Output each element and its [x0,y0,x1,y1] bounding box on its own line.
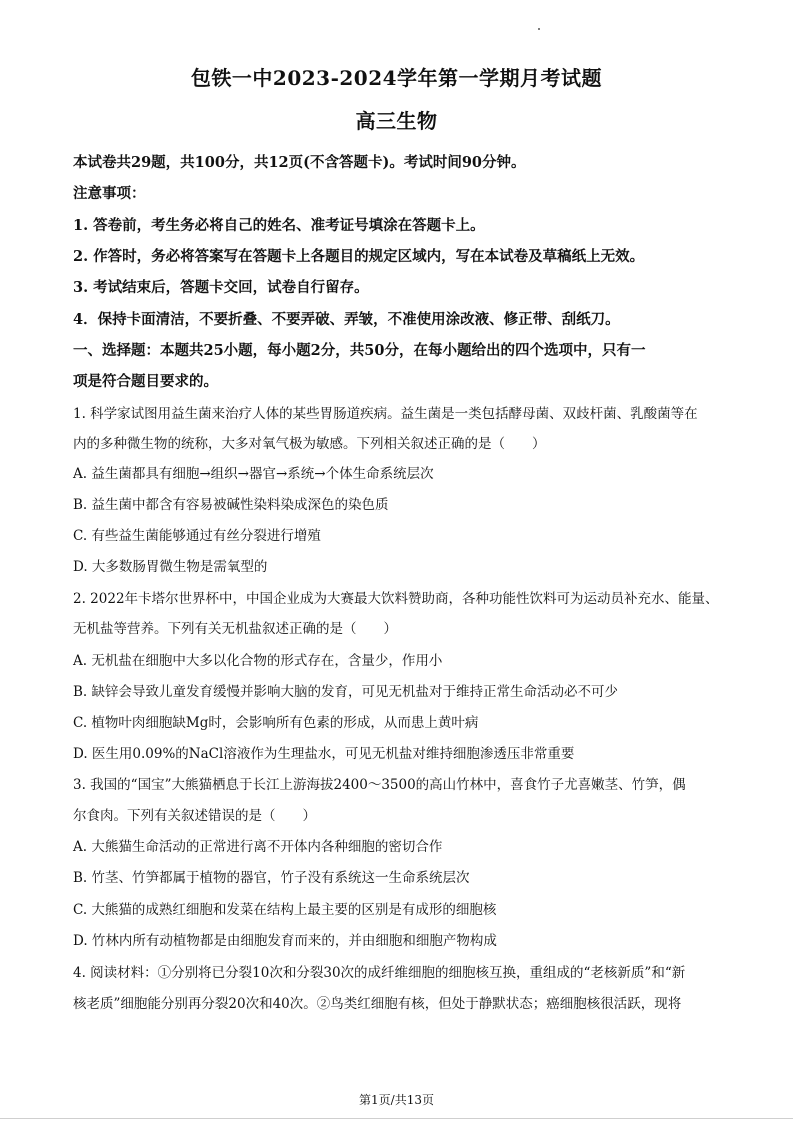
question-stem: 尔食肉。下列有关叙述错误的是（ ） [73,808,316,824]
notice-item: 1. 答卷前，考生务必将自己的姓名、准考证号填涂在答题卡上。 [73,217,485,234]
question-stem: 2. 2022年卡塔尔世界杯中，中国企业成为大赛最大饮料赞助商，各种功能性饮料可为运动员补充水、能量、 [73,591,719,607]
exam-intro: 本试卷共29题，共100分，共12页(不含答题卡)。考试时间90分钟。 [73,154,526,171]
section-heading-cont: 项是符合题目要求的。 [73,373,218,390]
page-number: 第1页/共13页 [359,1093,434,1107]
question-stem: 无机盐等营养。下列有关无机盐叙述正确的是（ ） [73,621,397,637]
scan-speck [538,28,540,30]
answer-option: A. 益生菌都具有细胞→组织→器官→系统→个体生命系统层次 [73,466,434,482]
notice-item: 4．保持卡面清洁，不要折叠、不要弄破、弄皱，不准使用涂改液、修正带、刮纸刀。 [73,311,620,328]
answer-option: B. 缺锌会导致儿童发育缓慢并影响大脑的发育，可见无机盐对于维持正常生命活动必不可少 [73,684,619,700]
answer-option: D. 竹林内所有动植物都是由细胞发育而来的，并由细胞和细胞产物构成 [73,933,497,949]
answer-option: B. 益生菌中都含有容易被碱性染料染成深色的染色质 [73,497,389,513]
page-bottom-rule [0,1118,793,1119]
question-stem: 内的多种微生物的统称，大多对氧气极为敏感。下列相关叙述正确的是（ ） [73,436,546,452]
answer-option: C. 植物叶肉细胞缺Mg时，会影响所有色素的形成，从而患上黄叶病 [73,715,479,731]
exam-title: 包铁一中2023-2024学年第一学期月考试题 [190,66,603,90]
answer-option: D. 大多数肠胃微生物是需氧型的 [73,559,268,575]
section-heading: 一、选择题：本题共25小题，每小题2分，共50分，在每小题给出的四个选项中，只有一 [73,342,646,359]
answer-option: C. 有些益生菌能够通过有丝分裂进行增殖 [73,528,321,544]
exam-subject: 高三生物 [355,109,438,133]
answer-option: B. 竹茎、竹笋都属于植物的器官，竹子没有系统这一生命系统层次 [73,870,470,886]
notice-item: 3. 考试结束后，答题卡交回，试卷自行留存。 [73,279,369,296]
answer-option: D. 医生用0.09%的NaCl溶液作为生理盐水，可见无机盐对维持细胞渗透压非常重要 [73,746,575,762]
question-stem: 核老质”细胞能分别再分裂20次和40次。②鸟类红细胞有核，但处于静默状态；癌细胞核很活跃，现将 [73,996,682,1012]
answer-option: A. 无机盐在细胞中大多以化合物的形式存在，含量少，作用小 [73,653,443,669]
question-stem: 4. 阅读材料：①分别将已分裂10次和分裂30次的成纤维细胞的细胞核互换，重组成的“老核新质”和“新 [73,965,686,981]
notice-heading: 注意事项： [73,185,146,202]
notice-item: 2. 作答时，务必将答案写在答题卡上各题目的规定区域内，写在本试卷及草稿纸上无效。 [73,248,645,265]
question-stem: 1. 科学家试图用益生菌来治疗人体的某些胃肠道疾病。益生菌是一类包括酵母菌、双歧杆菌、乳酸菌等在 [73,406,698,422]
answer-option: C. 大熊猫的成熟红细胞和发菜在结构上最主要的区别是有成形的细胞核 [73,902,497,918]
answer-option: A. 大熊猫生命活动的正常进行离不开体内各种细胞的密切合作 [73,839,443,855]
question-stem: 3. 我国的“国宝”大熊猫栖息于长江上游海拔2400～3500的高山竹林中，喜食竹子尤喜嫩茎、竹笋，偶 [73,777,686,793]
